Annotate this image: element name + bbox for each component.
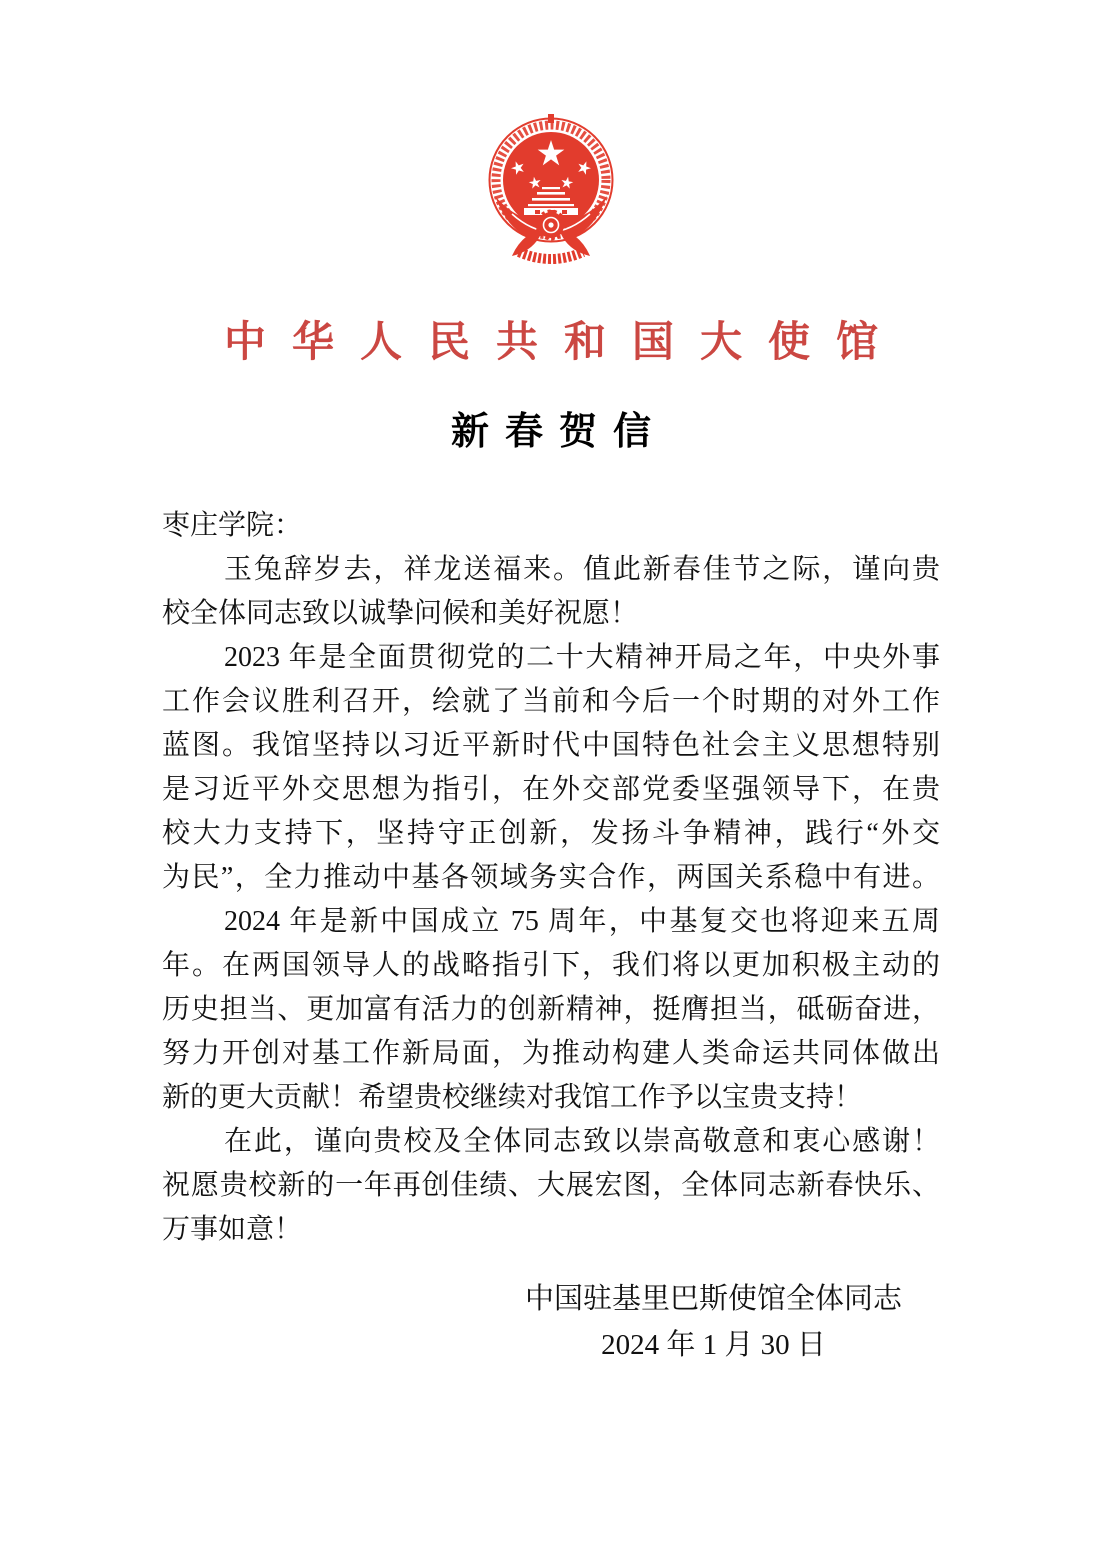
letter-title: 新春贺信 [450,411,667,454]
body-line: 校全体同志致以诚挚问候和美好祝愿！ [162,597,639,629]
letter-body [162,504,940,1252]
body-line: 2023 年是全面贯彻党的二十大精神开局之年，中央外事 [224,641,940,673]
body-line: 努力开创对基工作新局面，为推动构建人类命运共同体做出 [162,1037,940,1069]
body-line: 枣庄学院： [162,509,303,541]
body-line: 2024 年是新中国成立 75 周年，中基复交也将迎来五周 [224,905,940,937]
body-line: 是习近平外交思想为指引，在外交部党委坚强领导下，在贵 [162,773,940,805]
embassy-name: 中华人民共和国大使馆 [223,320,904,366]
body-line: 年。在两国领导人的战略指引下，我们将以更加积极主动的 [162,949,940,981]
china-national-emblem-icon [485,112,617,272]
body-line: 历史担当、更加富有活力的创新精神，挺膺担当，砥砺奋进， [162,993,940,1025]
body-line: 为民”，全力推动中基各领域务实合作，两国关系稳中有进。 [162,861,940,893]
body-line: 玉兔辞岁去，祥龙送福来。值此新春佳节之际，谨向贵 [224,553,940,585]
signature-name: 中国驻基里巴斯使馆全体同志 [524,1282,902,1315]
body-line: 蓝图。我馆坚持以习近平新时代中国特色社会主义思想特别 [162,729,940,761]
body-line: 工作会议胜利召开，绘就了当前和今后一个时期的对外工作 [162,685,940,717]
body-line: 在此，谨向贵校及全体同志致以崇高敬意和衷心感谢！ [224,1125,940,1157]
signature-date: 2024 年 1 月 30 日 [601,1328,826,1361]
body-line: 祝愿贵校新的一年再创佳绩、大展宏图，全体同志新春快乐、 [162,1169,940,1201]
body-line: 万事如意！ [162,1213,303,1245]
body-line: 新的更大贡献！希望贵校继续对我馆工作予以宝贵支持！ [162,1081,863,1113]
body-line: 校大力支持下，坚持守正创新，发扬斗争精神，践行“外交 [162,817,940,849]
signature-block [525,1276,902,1368]
